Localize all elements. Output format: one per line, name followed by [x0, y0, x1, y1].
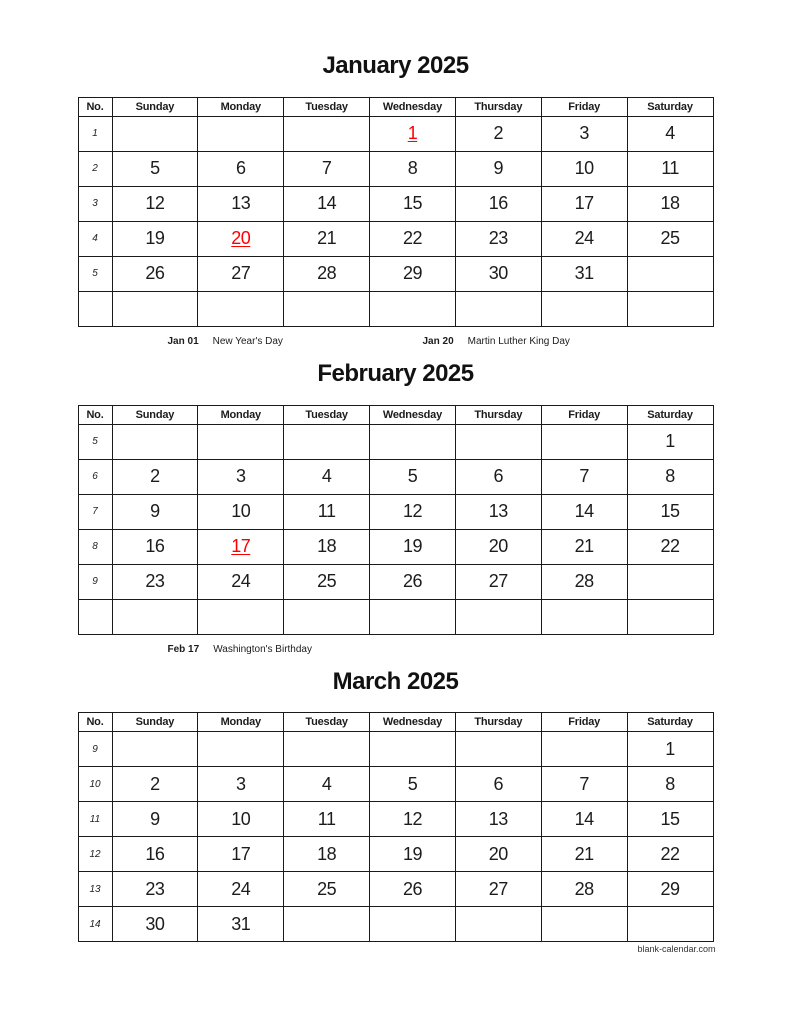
month-section-february [0, 360, 791, 658]
date-cell: 19 [112, 221, 198, 256]
date-cell: 11 [284, 494, 370, 529]
weekday-header: Wednesday [370, 713, 456, 732]
holiday-date: 20 [231, 228, 251, 249]
week-row [78, 529, 713, 564]
week-row [78, 872, 713, 907]
empty-date-cell [284, 599, 370, 634]
weekday-header: Wednesday [370, 405, 456, 424]
holiday-legend-entry [423, 336, 570, 347]
date-cell [198, 529, 284, 564]
weekday-header-row [78, 713, 713, 732]
holiday-legend-name: Martin Luther King Day [467, 335, 570, 347]
date-cell: 4 [284, 767, 370, 802]
date-cell: 12 [112, 186, 198, 221]
month-section-january [0, 52, 791, 350]
date-cell: 12 [370, 802, 456, 837]
empty-date-cell [541, 732, 627, 767]
date-cell: 27 [198, 256, 284, 291]
empty-date-cell [370, 291, 456, 326]
week-number-cell: 13 [78, 872, 112, 907]
empty-date-cell [627, 256, 713, 291]
date-cell: 30 [455, 256, 541, 291]
weekday-header: Friday [541, 97, 627, 116]
month-table-january [78, 97, 714, 327]
date-cell: 25 [284, 872, 370, 907]
week-number-cell: 5 [78, 256, 112, 291]
date-cell: 27 [455, 564, 541, 599]
weekday-header: Friday [541, 405, 627, 424]
weekday-header: Thursday [455, 97, 541, 116]
date-cell: 8 [627, 767, 713, 802]
weekday-header: Saturday [627, 405, 713, 424]
week-row [78, 151, 713, 186]
month-title-march: March 2025 [332, 667, 459, 695]
date-cell: 21 [541, 529, 627, 564]
date-cell: 8 [627, 459, 713, 494]
date-cell: 20 [455, 837, 541, 872]
holiday-legend-name: Washington's Birthday [213, 643, 312, 655]
week-row [78, 116, 713, 151]
date-cell: 13 [198, 186, 284, 221]
month-table-march [78, 712, 714, 942]
date-cell: 17 [198, 837, 284, 872]
empty-date-cell [541, 424, 627, 459]
date-cell: 11 [284, 802, 370, 837]
empty-date-cell [455, 424, 541, 459]
empty-date-cell [284, 732, 370, 767]
date-cell: 24 [198, 872, 284, 907]
date-cell: 4 [284, 459, 370, 494]
date-cell: 16 [112, 837, 198, 872]
weekday-header: Wednesday [370, 97, 456, 116]
date-cell: 23 [455, 221, 541, 256]
empty-date-cell [198, 291, 284, 326]
date-cell: 22 [627, 837, 713, 872]
watermark: blank-calendar.com [637, 944, 716, 955]
date-cell: 10 [198, 802, 284, 837]
empty-date-cell [284, 907, 370, 942]
week-number-cell [78, 599, 112, 634]
date-cell: 14 [541, 802, 627, 837]
holiday-legend-date: Jan 01 [167, 335, 199, 347]
empty-date-cell [112, 116, 198, 151]
week-row [78, 837, 713, 872]
holiday-date: 17 [231, 536, 251, 557]
date-cell: 21 [541, 837, 627, 872]
date-cell: 15 [627, 802, 713, 837]
week-number-cell: 2 [78, 151, 112, 186]
date-cell: 3 [198, 767, 284, 802]
week-row [78, 256, 713, 291]
date-cell: 9 [112, 802, 198, 837]
date-cell: 24 [541, 221, 627, 256]
empty-date-cell [198, 599, 284, 634]
month-title-january: January 2025 [322, 52, 469, 79]
date-cell: 14 [284, 186, 370, 221]
date-cell: 23 [112, 564, 198, 599]
date-cell [198, 221, 284, 256]
empty-date-cell [541, 907, 627, 942]
date-cell: 12 [370, 494, 456, 529]
weekday-header: Thursday [455, 405, 541, 424]
empty-date-cell [370, 732, 456, 767]
date-cell: 24 [198, 564, 284, 599]
empty-date-cell [541, 291, 627, 326]
date-cell: 10 [541, 151, 627, 186]
week-row [78, 221, 713, 256]
holiday-legend-january [78, 336, 714, 350]
date-cell: 15 [370, 186, 456, 221]
date-cell: 14 [541, 494, 627, 529]
empty-date-cell [627, 599, 713, 634]
week-number-cell: 7 [78, 494, 112, 529]
empty-date-cell [455, 732, 541, 767]
week-row [78, 564, 713, 599]
week-row [78, 291, 713, 326]
date-cell: 5 [370, 459, 456, 494]
week-row [78, 802, 713, 837]
weekday-header: Monday [198, 713, 284, 732]
week-number-cell: 5 [78, 424, 112, 459]
date-cell: 6 [198, 151, 284, 186]
date-cell: 10 [198, 494, 284, 529]
empty-date-cell [627, 291, 713, 326]
week-row [78, 767, 713, 802]
empty-date-cell [112, 424, 198, 459]
date-cell: 18 [284, 837, 370, 872]
date-cell: 2 [112, 767, 198, 802]
week-row [78, 459, 713, 494]
weekday-header: Thursday [455, 713, 541, 732]
date-cell: 30 [112, 907, 198, 942]
holiday-legend-february [78, 644, 714, 658]
weekday-header: Sunday [112, 97, 198, 116]
week-number-cell: 8 [78, 529, 112, 564]
date-cell: 21 [284, 221, 370, 256]
date-cell: 19 [370, 529, 456, 564]
empty-date-cell [627, 564, 713, 599]
empty-date-cell [198, 732, 284, 767]
date-cell: 3 [541, 116, 627, 151]
holiday-legend-entry [168, 336, 283, 347]
date-cell: 17 [541, 186, 627, 221]
date-cell [370, 116, 456, 151]
date-cell: 15 [627, 494, 713, 529]
holiday-date: 1 [407, 123, 418, 144]
date-cell: 5 [370, 767, 456, 802]
week-number-cell: 3 [78, 186, 112, 221]
empty-date-cell [455, 599, 541, 634]
date-cell: 2 [455, 116, 541, 151]
week-number-header: No. [78, 405, 112, 424]
weekday-header-row [78, 405, 713, 424]
month-section-march [0, 668, 791, 943]
empty-date-cell [284, 291, 370, 326]
week-number-cell: 10 [78, 767, 112, 802]
date-cell: 18 [627, 186, 713, 221]
date-cell: 20 [455, 529, 541, 564]
weekday-header: Sunday [112, 405, 198, 424]
week-number-header: No. [78, 713, 112, 732]
week-row [78, 732, 713, 767]
date-cell: 5 [112, 151, 198, 186]
week-number-cell: 4 [78, 221, 112, 256]
week-row [78, 424, 713, 459]
week-row [78, 599, 713, 634]
month-title-february: February 2025 [317, 359, 474, 387]
date-cell: 4 [627, 116, 713, 151]
date-cell: 6 [455, 767, 541, 802]
date-cell: 25 [284, 564, 370, 599]
holiday-legend-name: New Year's Day [212, 335, 283, 347]
date-cell: 2 [112, 459, 198, 494]
weekday-header: Saturday [627, 97, 713, 116]
week-number-cell: 9 [78, 564, 112, 599]
date-cell: 8 [370, 151, 456, 186]
date-cell: 19 [370, 837, 456, 872]
week-number-header: No. [78, 97, 112, 116]
week-number-cell: 14 [78, 907, 112, 942]
weekday-header: Sunday [112, 713, 198, 732]
date-cell: 7 [541, 459, 627, 494]
date-cell: 31 [541, 256, 627, 291]
weekday-header: Tuesday [284, 97, 370, 116]
date-cell: 28 [541, 872, 627, 907]
week-number-cell [78, 291, 112, 326]
empty-date-cell [112, 291, 198, 326]
date-cell: 26 [112, 256, 198, 291]
date-cell: 7 [541, 767, 627, 802]
holiday-legend-date: Jan 20 [422, 335, 454, 347]
date-cell: 29 [627, 872, 713, 907]
empty-date-cell [198, 424, 284, 459]
empty-date-cell [112, 732, 198, 767]
empty-date-cell [455, 907, 541, 942]
weekday-header: Monday [198, 97, 284, 116]
week-row [78, 186, 713, 221]
date-cell: 1 [627, 732, 713, 767]
date-cell: 22 [370, 221, 456, 256]
empty-date-cell [284, 424, 370, 459]
week-number-cell: 9 [78, 732, 112, 767]
weekday-header: Tuesday [284, 713, 370, 732]
date-cell: 27 [455, 872, 541, 907]
date-cell: 3 [198, 459, 284, 494]
date-cell: 1 [627, 424, 713, 459]
weekday-header: Saturday [627, 713, 713, 732]
date-cell: 18 [284, 529, 370, 564]
date-cell: 26 [370, 564, 456, 599]
week-number-cell: 1 [78, 116, 112, 151]
empty-date-cell [455, 291, 541, 326]
date-cell: 25 [627, 221, 713, 256]
date-cell: 16 [455, 186, 541, 221]
month-table-february [78, 405, 714, 635]
empty-date-cell [284, 116, 370, 151]
empty-date-cell [627, 907, 713, 942]
empty-date-cell [370, 907, 456, 942]
empty-date-cell [198, 116, 284, 151]
date-cell: 6 [455, 459, 541, 494]
date-cell: 11 [627, 151, 713, 186]
empty-date-cell [370, 599, 456, 634]
holiday-legend-entry [168, 644, 313, 655]
empty-date-cell [370, 424, 456, 459]
empty-date-cell [541, 599, 627, 634]
date-cell: 9 [112, 494, 198, 529]
date-cell: 9 [455, 151, 541, 186]
weekday-header: Tuesday [284, 405, 370, 424]
date-cell: 16 [112, 529, 198, 564]
week-number-cell: 6 [78, 459, 112, 494]
date-cell: 28 [284, 256, 370, 291]
week-row [78, 907, 713, 942]
holiday-legend-date: Feb 17 [167, 643, 200, 655]
empty-date-cell [112, 599, 198, 634]
date-cell: 23 [112, 872, 198, 907]
date-cell: 13 [455, 802, 541, 837]
weekday-header-row [78, 97, 713, 116]
date-cell: 7 [284, 151, 370, 186]
week-number-cell: 12 [78, 837, 112, 872]
date-cell: 26 [370, 872, 456, 907]
date-cell: 28 [541, 564, 627, 599]
date-cell: 13 [455, 494, 541, 529]
calendar-page [0, 52, 791, 954]
weekday-header: Monday [198, 405, 284, 424]
week-row [78, 494, 713, 529]
date-cell: 31 [198, 907, 284, 942]
date-cell: 29 [370, 256, 456, 291]
weekday-header: Friday [541, 713, 627, 732]
week-number-cell: 11 [78, 802, 112, 837]
date-cell: 22 [627, 529, 713, 564]
